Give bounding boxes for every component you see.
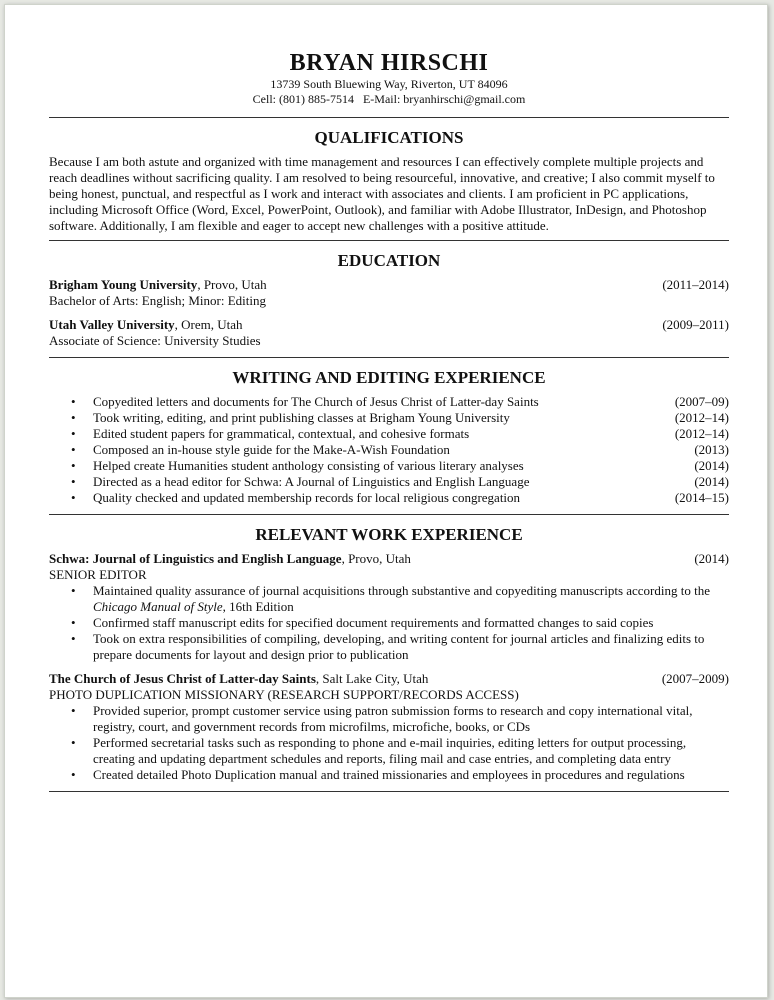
list-item	[49, 735, 729, 767]
qualifications-heading: QUALIFICATIONS	[314, 128, 464, 147]
job-entry	[49, 671, 729, 783]
school-years: (2009–2011)	[662, 317, 729, 332]
divider	[49, 117, 729, 118]
list-item	[49, 703, 729, 735]
bullet-icon: •	[71, 631, 76, 646]
item-date: (2014)	[694, 474, 729, 489]
item-text: Took writing, editing, and print publishing classes at Brigham Young University	[93, 410, 510, 425]
list-item	[49, 410, 729, 426]
job-entry	[49, 551, 729, 663]
bullet-icon: •	[71, 410, 76, 425]
bullet-text: Took on extra responsibilities of compiling, developing, and writing content for journal articles and finalizing edits to prepare documents for layout and design prior to publication	[93, 631, 705, 662]
divider	[49, 514, 729, 515]
job-role: SENIOR EDITOR	[49, 567, 147, 582]
item-date: (2014–15)	[674, 490, 729, 505]
list-item	[49, 394, 729, 410]
resume-name: BRYAN HIRSCHI	[289, 50, 489, 76]
job-location: , Salt Lake City, Utah	[315, 671, 429, 686]
list-item	[49, 458, 729, 474]
contact-line: Cell: (801) 885-7514 E-Mail: bryanhirschi@gmail.com	[252, 92, 526, 106]
job-org: Schwa: Journal of Linguistics and English Language	[49, 551, 342, 566]
list-item	[49, 490, 729, 506]
bullet-icon: •	[71, 490, 76, 505]
bullet-text-end: , 16th Edition	[222, 599, 294, 614]
job-years: (2007–2009)	[661, 671, 729, 686]
divider	[49, 240, 729, 241]
list-item	[49, 442, 729, 458]
job-bullets	[49, 703, 729, 783]
bullet-text: Maintained quality assurance of journal acquisitions through substantive and copyediting manuscripts according to the	[93, 583, 710, 598]
list-item	[49, 631, 729, 663]
bullet-text: Created detailed Photo Duplication manual and trained missionaries and employees in procedures and regulations	[93, 767, 685, 782]
item-date: (2012–14)	[674, 410, 729, 425]
bullet-icon: •	[71, 767, 76, 782]
item-text: Directed as a head editor for Schwa: A Journal of Linguistics and English Language	[93, 474, 530, 489]
item-text: Edited student papers for grammatical, contextual, and cohesive formats	[93, 426, 470, 441]
bullet-icon: •	[71, 442, 76, 457]
work-heading: RELEVANT WORK EXPERIENCE	[255, 525, 523, 544]
item-date: (2007–09)	[674, 394, 729, 409]
school-location: , Orem, Utah	[174, 317, 243, 332]
school-degree: Bachelor of Arts: English; Minor: Editing	[49, 293, 267, 308]
item-text: Copyedited letters and documents for The Church of Jesus Christ of Latter-day Saints	[93, 394, 539, 409]
item-date: (2012–14)	[674, 426, 729, 441]
education-entry	[49, 277, 729, 309]
school-degree: Associate of Science: University Studies	[49, 333, 261, 348]
bullet-icon: •	[71, 426, 76, 441]
bullet-icon: •	[71, 458, 76, 473]
bullet-icon: •	[71, 394, 76, 409]
bullet-icon: •	[71, 615, 76, 630]
job-role: PHOTO DUPLICATION MISSIONARY (RESEARCH SUPPORT/RECORDS ACCESS)	[49, 687, 519, 702]
address-line: 13739 South Bluewing Way, Riverton, UT 84096	[270, 77, 508, 91]
school-location: , Provo, Utah	[197, 277, 267, 292]
education-heading: EDUCATION	[337, 251, 441, 270]
school-years: (2011–2014)	[662, 277, 729, 292]
job-years: (2014)	[694, 551, 729, 566]
item-date: (2013)	[694, 442, 729, 457]
item-date: (2014)	[694, 458, 729, 473]
bullet-text: Performed secretarial tasks such as responding to phone and e-mail inquiries, editing letters for output processing, creating and updating department schedules and reports, filing mail and case entries, and completing data entry	[93, 735, 687, 766]
list-item	[49, 474, 729, 490]
writing-list	[49, 394, 729, 506]
job-location: , Provo, Utah	[341, 551, 411, 566]
job-org: The Church of Jesus Christ of Latter-day Saints	[49, 671, 316, 686]
list-item	[49, 583, 729, 615]
writing-heading: WRITING AND EDITING EXPERIENCE	[232, 368, 546, 387]
resume-content	[49, 49, 729, 802]
job-bullets	[49, 583, 729, 663]
resume-page	[4, 4, 768, 998]
bullet-text: Provided superior, prompt customer service using patron submission forms to research and copy international vital, registry, court, and government records from microfilms, microfiche, books, or CDs	[93, 703, 693, 734]
bullet-icon: •	[71, 703, 76, 718]
list-item	[49, 767, 729, 783]
qualifications-text: Because I am both astute and organized with time management and resources I can effectively complete multiple projects and reach deadlines without sacrificing quality. I am resolved to being resourceful, innovative, and creative; I also commit myself to being honest, punctual, and respectful as I work and interact with associates and clients. I am proficient in PC applications, including Microsoft Office (Word, Excel, PowerPoint, Outlook), and familiar with Adobe Illustrator, InDesign, and Photoshop software. Additionally, I am flexible and eager to accept new challenges with a positive attitude.	[49, 154, 715, 233]
school-name: Utah Valley University	[49, 317, 175, 332]
bullet-italic: Chicago Manual of Style	[93, 599, 223, 614]
bullet-icon: •	[71, 474, 76, 489]
list-item	[49, 615, 729, 631]
item-text: Helped create Humanities student anthology consisting of various literary analyses	[93, 458, 524, 473]
item-text: Quality checked and updated membership records for local religious congregation	[93, 490, 521, 505]
divider	[49, 791, 729, 792]
bullet-text: Confirmed staff manuscript edits for specified document requirements and formatted changes to said copies	[93, 615, 654, 630]
school-name: Brigham Young University	[49, 277, 198, 292]
divider	[49, 357, 729, 358]
item-text: Composed an in-house style guide for the Make-A-Wish Foundation	[93, 442, 450, 457]
education-entry	[49, 317, 729, 349]
bullet-icon: •	[71, 735, 76, 750]
list-item	[49, 426, 729, 442]
bullet-icon: •	[71, 583, 76, 598]
